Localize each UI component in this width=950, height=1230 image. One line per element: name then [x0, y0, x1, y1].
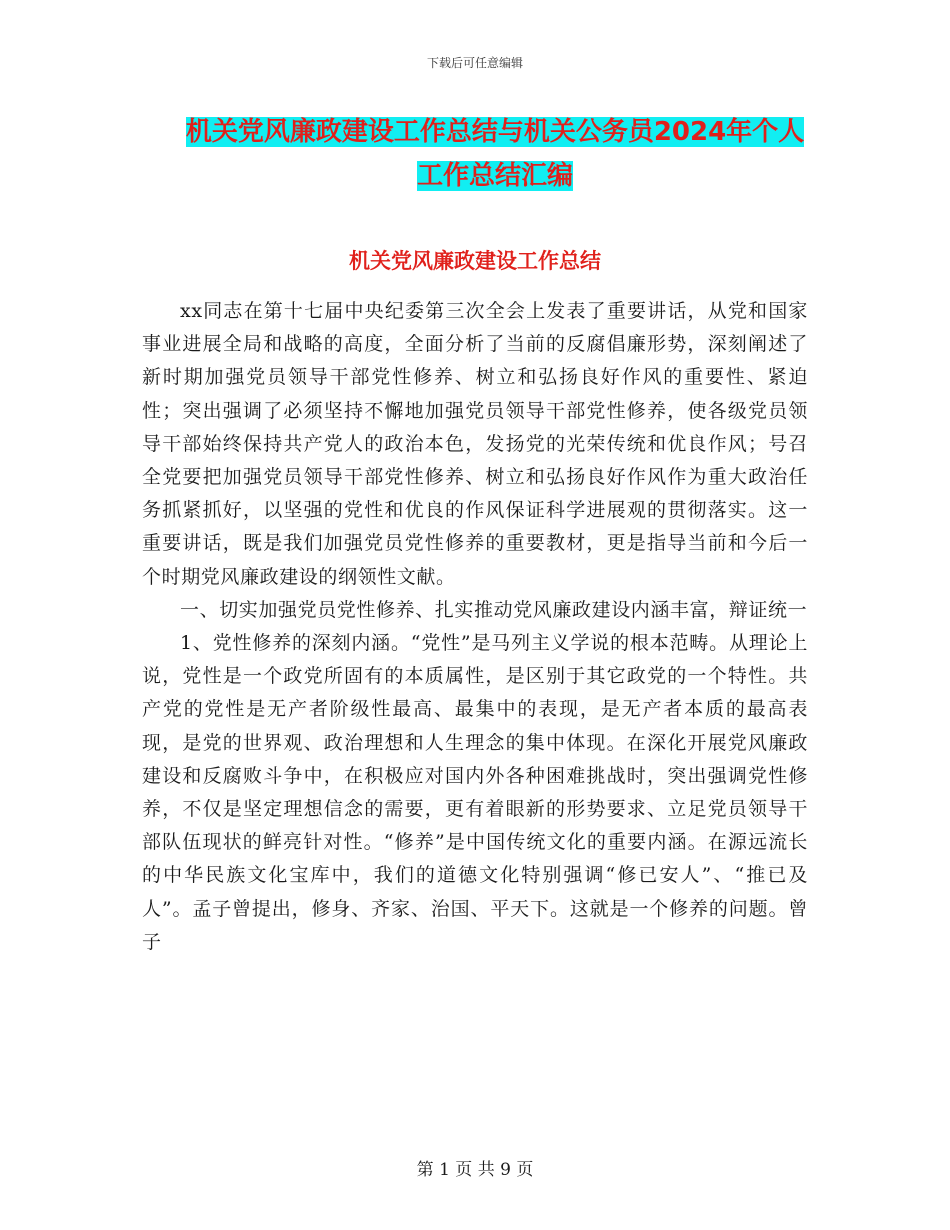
document-title-line-1: 机关党风廉政建设工作总结与机关公务员2024年个人	[185, 117, 805, 147]
document-body	[142, 295, 808, 959]
paragraph: 一、切实加强党员党性修养、扎实推动党风廉政建设内涵丰富，辩证统一	[180, 598, 808, 621]
paragraph: 1、党性修养的深刻内涵。“党性”是马列主义学说的根本范畴。从理论上说，党性是一个政党所固有的本质属性，是区别于其它政党的一个特性。共产党的党性是无产者阶级性最高、最集中的表现，是无产者本质的最高表现，是党的世界观、政治理想和人生理念的集中体现。在深化开展党风廉政建设和反腐败斗争中，在积极应对国内外各种困难挑战时，突出强调党性修养，不仅是坚定理想信念的需要，更有着眼新的形势要求、立足党员领导干部队伍现状的鲜亮针对性。“修养”是中国传统文化的重要内涵。在源远流长的中华民族文化宝库中，我们的道德文化特别强调“修已安人”、“推已及人”。孟子曾提出，修身、齐家、治国、平天下。这就是一个修养的问题。曾子	[142, 632, 808, 953]
section-title: 机关党风廉政建设工作总结	[349, 249, 601, 273]
paragraph: xx同志在第十七届中央纪委第三次全会上发表了重要讲话，从党和国家事业进展全局和战略的高度，全面分析了当前的反腐倡廉形势，深刻阐述了新时期加强党员领导干部党性修养、树立和弘扬良好作风的重要性、紧迫性；突出强调了必须坚持不懈地加强党员领导干部党性修养，使各级党员领导干部始终保持共产党人的政治本色，发扬党的光荣传统和优良作风；号召全党要把加强党员领导干部党性修养、树立和弘扬良好作风作为重大政治任务抓紧抓好，以坚强的党性和优良的作风保证科学进展观的贯彻落实。这一重要讲话，既是我们加强党员党性修养的重要教材，更是指导当前和今后一个时期党风廉政建设的纲领性文献。	[142, 300, 808, 588]
page-number: 第 1 页 共 9 页	[416, 1160, 534, 1180]
header-note: 下载后可任意编辑	[426, 56, 523, 70]
document-title-line-2: 工作总结汇编	[416, 161, 573, 191]
document-title	[140, 110, 850, 198]
